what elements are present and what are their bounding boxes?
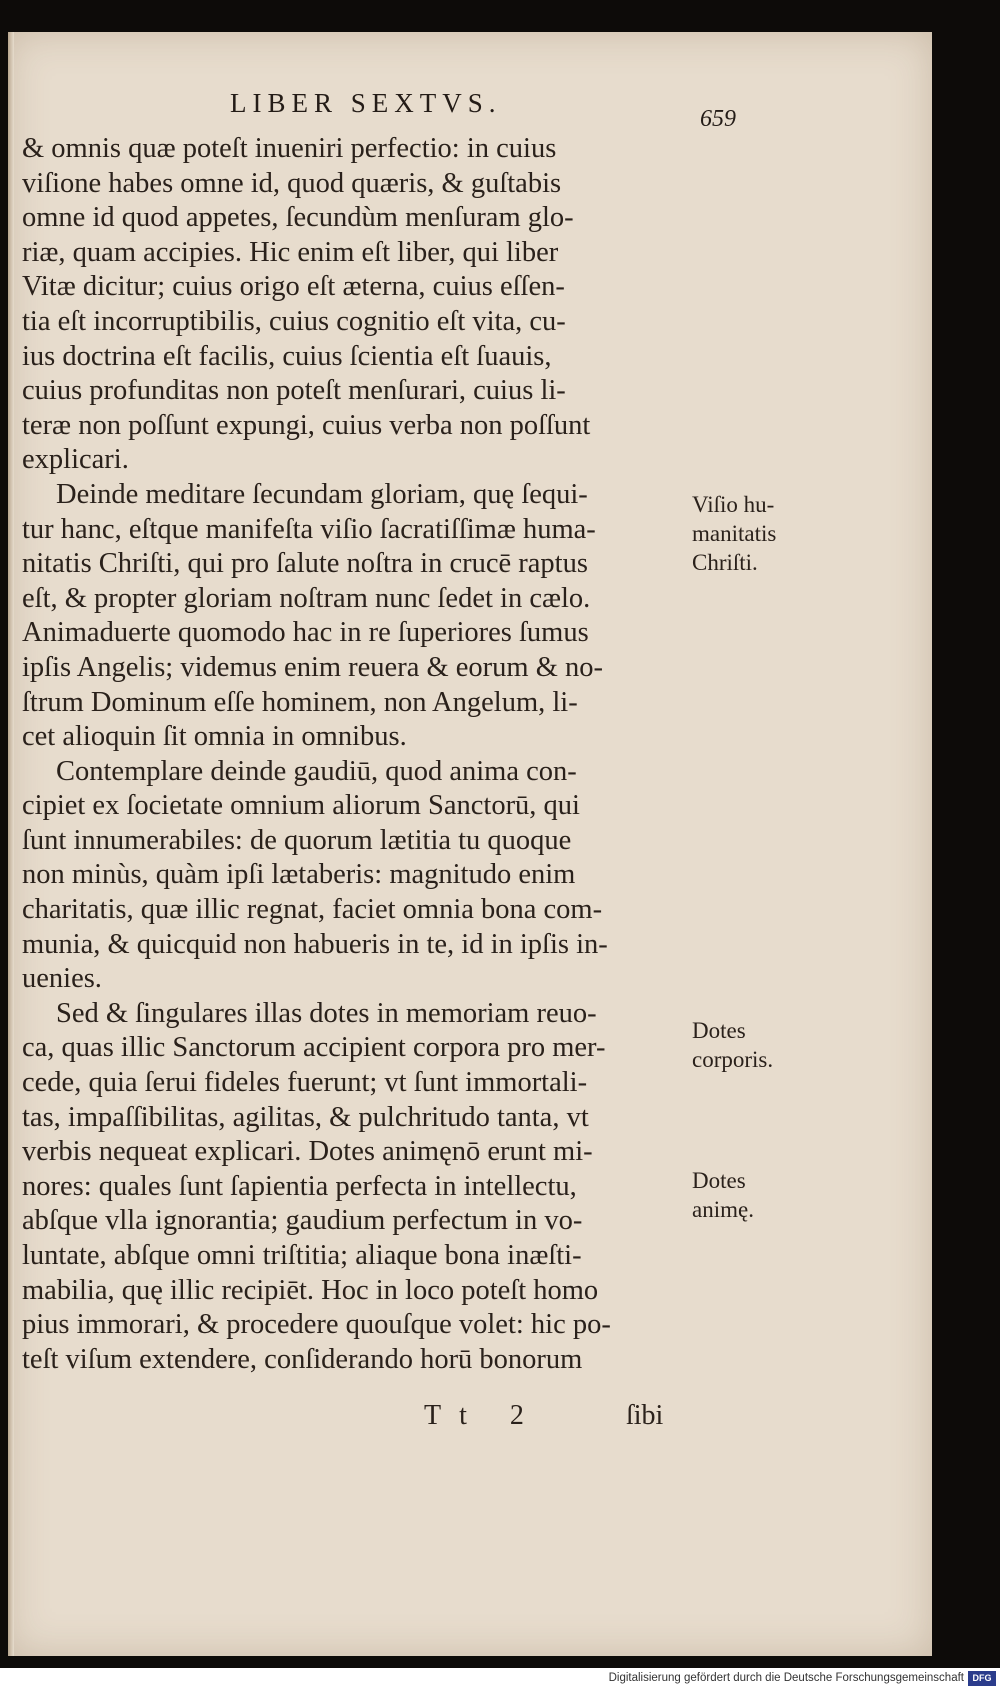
signature-line	[0, 1400, 1000, 1440]
text-line: Animaduerte quomodo hac in re ſuperiores ſumus	[22, 617, 589, 649]
paragraph-start-line: Deinde meditare ſecundam gloriam, quę ſequi-	[56, 478, 588, 510]
margin-note-line: animę.	[692, 1197, 754, 1222]
text-line: ius doctrina eſt facilis, cuius ſcientia eſt ſuauis,	[22, 340, 552, 372]
paragraph-start-line: Contemplare deinde gaudiū, quod anima con-	[56, 755, 577, 787]
text-line: cet alioquin ſit omnia in omnibus.	[22, 721, 407, 753]
paragraph-start-line: Sed & ſingulares illas dotes in memoriam reuo-	[56, 997, 597, 1029]
margin-note-line: Dotes	[692, 1168, 746, 1193]
text-line: ſunt innumerabiles: de quorum lætitia tu quoque	[22, 824, 572, 856]
margin-note-line: manitatis	[692, 521, 777, 546]
main-text	[22, 132, 692, 1377]
text-line: explicari.	[22, 444, 129, 476]
catchword: ſibi	[626, 1400, 664, 1431]
funding-credit: Digitalisierung gefördert durch die Deutsche Forschungsgemeinschaft	[608, 1672, 964, 1684]
page-header	[0, 58, 1000, 132]
margin-note-dotes-animae	[692, 1166, 802, 1224]
margin-note-line: Viſio hu-	[692, 492, 775, 517]
footer-bar	[0, 1668, 1000, 1695]
margin-note-line: corporis.	[692, 1047, 774, 1072]
running-head: LIBER SEXTVS.	[230, 88, 502, 118]
text-line: uenies.	[22, 963, 102, 995]
text-line: luntate, abſque omni triſtitia; aliaque bona inæſti-	[22, 1240, 582, 1271]
text-line: cipiet ex ſocietate omnium aliorum Sanctorū, qui	[22, 790, 580, 822]
text-line: non minùs, quàm ipſi lætaberis: magnitudo enim	[22, 859, 576, 891]
text-line: tas, impaſſibilitas, agilitas, & pulchritudo tanta, vt	[22, 1101, 589, 1133]
text-line: verbis nequeat explicari. Dotes animęnō erunt mi-	[22, 1136, 593, 1168]
margin-note-line: Dotes	[692, 1018, 746, 1043]
text-line: teræ non poſſunt expungi, cuius verba non poſſunt	[22, 409, 591, 441]
text-line: cede, quia ſerui fideles fuerunt; vt ſunt immortali-	[22, 1067, 588, 1099]
text-line: omne id quod appetes, ſecundùm menſuram glo-	[22, 202, 574, 234]
margin-note-dotes-corporis	[692, 1016, 802, 1074]
signature-mark: Tt 2	[424, 1400, 542, 1431]
text-line: ca, quas illic Sanctorum accipient corpora pro mer-	[22, 1032, 606, 1064]
text-line: nores: quales ſunt ſapientia perfecta in intellectu,	[22, 1170, 577, 1202]
text-line: nitatis Chriſti, qui pro ſalute noſtra in crucē raptus	[22, 548, 588, 580]
dfg-logo-icon: DFG	[968, 1671, 996, 1686]
text-line: mabilia, quę illic recipiēt. Hoc in loco poteſt homo	[22, 1274, 599, 1306]
text-line: pius immorari, & procedere quouſque volet: hic po-	[22, 1309, 611, 1341]
text-line: Vitæ dicitur; cuius origo eſt æterna, cuius eſſen-	[22, 271, 565, 303]
text-line: & omnis quæ poteſt inueniri perfectio: in cuius	[22, 133, 557, 164]
text-line: cuius profunditas non poteſt menſurari, cuius li-	[22, 375, 566, 407]
margin-note-line: Chriſti.	[692, 550, 758, 575]
text-line: riæ, quam accipies. Hic enim eſt liber, qui liber	[22, 236, 559, 268]
text-line: teſt viſum extendere, conſiderando horū bonorum	[22, 1343, 583, 1375]
page-number: 659	[700, 106, 736, 132]
text-line: viſione habes omne id, quod quæris, & guſtabis	[22, 167, 562, 199]
text-line: ipſis Angelis; videmus enim reuera & eorum & no-	[22, 651, 603, 683]
text-line: tur hanc, eſtque manifeſta viſio ſacratiſſimæ huma-	[22, 513, 596, 545]
text-line: eſt, & propter gloriam noſtram nunc ſedet in cælo.	[22, 582, 591, 614]
margin-note-visio	[692, 490, 802, 577]
text-line: abſque vlla ignorantia; gaudium perfectum in vo-	[22, 1205, 583, 1237]
text-line: charitatis, quæ illic regnat, faciet omnia bona com-	[22, 894, 603, 926]
text-line: tia eſt incorruptibilis, cuius cognitio eſt vita, cu-	[22, 305, 566, 337]
text-line: munia, & quicquid non habueris in te, id in ipſis in-	[22, 928, 608, 960]
text-line: ſtrum Dominum eſſe hominem, non Angelum, li-	[22, 686, 578, 718]
